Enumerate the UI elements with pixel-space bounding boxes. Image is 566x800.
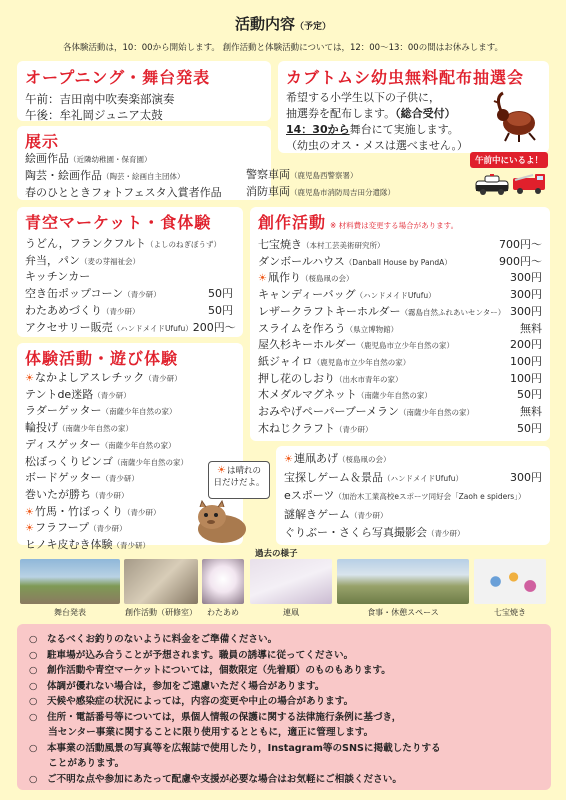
sun-icon: ☀ xyxy=(284,454,293,465)
item-note: （ハンドメイドUfufu） xyxy=(383,473,464,483)
list-item xyxy=(258,371,542,388)
sun-icon: ☀ xyxy=(25,373,34,384)
list-item xyxy=(25,320,235,337)
item-text: キャンディーバッグ xyxy=(258,288,356,302)
item-price: 300円 xyxy=(510,304,542,318)
item-text: 松ぼっくりビンゴ xyxy=(25,454,113,468)
item-price: 50円 xyxy=(208,287,233,301)
item-text: うどん，フランクフルト xyxy=(25,237,146,250)
photo-caption: 舞台発表 xyxy=(54,608,86,617)
craft-section xyxy=(250,207,550,441)
item-text: 輪投げ xyxy=(25,421,58,435)
beetle-line: 抽選券を配布します。（総合受付） xyxy=(286,107,456,120)
item-note: （桜島凧の会） xyxy=(300,274,354,284)
mascot-icon xyxy=(192,497,250,545)
notice-item: ○ 駐車場が込み合うことが予想されます。職員の誘導に従ってください。 xyxy=(29,649,354,661)
list-item xyxy=(258,304,542,321)
schedule-notice: 各体験活動は，10：00から開始します。 創作活動と体験活動については，12：00～13：00の間はお休みします。 xyxy=(62,43,504,53)
list-item xyxy=(284,487,542,506)
notices-section xyxy=(17,624,551,790)
item-note: （南薩少年自然の家） xyxy=(113,457,188,467)
item-text: キッチンカー xyxy=(25,270,91,284)
page-title-sub: （予定） xyxy=(295,22,332,32)
item-text: 押し花のしおり xyxy=(258,371,335,385)
list-item xyxy=(258,270,542,287)
item-note: （県立博物館） xyxy=(345,324,399,334)
item-note: （鹿児島市立少年自然の家） xyxy=(356,341,455,351)
item-note: （Danball House by PandA） xyxy=(344,257,452,267)
item-note: （青少研） xyxy=(93,390,131,400)
item-note: （青少研） xyxy=(427,529,465,538)
photo-caption: 創作活動（研修室） xyxy=(125,608,197,617)
item-text: おみやげペーパーブーメラン xyxy=(258,405,400,419)
item-note: （青少研） xyxy=(101,474,139,484)
list-item xyxy=(25,236,235,253)
photo-cotton-candy xyxy=(202,559,244,604)
list-item xyxy=(258,321,542,338)
item-text: 弁当，パン xyxy=(25,253,80,267)
item-price: 100円 xyxy=(510,371,542,385)
notice-item: ○ なるべくお釣りのないように料金をご準備ください。 xyxy=(29,634,278,645)
item-text: 七宝焼き xyxy=(258,238,302,251)
craft-header: 創作活動 ※ 材料費は変更する場合があります。 xyxy=(258,213,459,232)
item-price: 900円～ xyxy=(499,254,542,268)
item-text: スライムを作ろう xyxy=(258,321,346,335)
market-section xyxy=(17,207,243,337)
market-title: 青空マーケット・食体験 xyxy=(25,213,212,232)
item-price: 700円～ xyxy=(499,238,542,251)
photo-caption: 食事・休憩スペース xyxy=(367,608,439,617)
item-note: （青少研） xyxy=(112,541,150,551)
exhibit-item: 絵画作品（近隣幼稚園・保育園） 陶芸・絵画作品（陶芸・絵画自主団体） 春のひとときフォトフェスタ入賞者作品 xyxy=(25,152,222,199)
sunny-note-bubble xyxy=(208,461,270,499)
item-text: ダンボールハウス xyxy=(258,254,345,268)
vehicle-list: 警察車両（鹿児島西警察署） 消防車両（鹿児島市消防局吉田分遣隊） xyxy=(246,168,395,198)
item-text: ヒノキ皮むき体験 xyxy=(25,538,113,552)
list-item xyxy=(258,421,542,438)
item-price: 無料 xyxy=(520,405,542,419)
item-note: （南薩少年自然の家） xyxy=(58,424,133,434)
list-item xyxy=(258,354,542,371)
craft-note: ※ 材料費は変更する場合があります。 xyxy=(330,221,459,230)
list-item xyxy=(25,286,235,303)
beetle-line: 希望する小学生以下の子供に， xyxy=(286,91,440,104)
page-title-text: 活動内容 xyxy=(234,15,295,33)
photo-caption: 七宝焼き xyxy=(494,608,526,617)
item-price: 300円 xyxy=(510,271,542,285)
item-text: アクセサリー販売 xyxy=(25,320,113,334)
photo-caption: わたあめ xyxy=(207,608,239,617)
item-text: 宝探しゲーム＆景品 xyxy=(284,470,383,484)
exhibit-title: 展示 xyxy=(25,132,60,151)
notice-item: ○ 本事業の活動風景の写真等を広報誌で使用したり，Instagram等のSNSに掲載したりする xyxy=(29,742,441,754)
opening-title: オープニング・舞台発表 xyxy=(25,68,211,87)
list-item xyxy=(25,454,235,471)
list-item xyxy=(25,269,235,286)
opening-section xyxy=(17,61,271,121)
item-note: （南薩少年自然の家） xyxy=(100,440,176,450)
list-item xyxy=(25,303,235,320)
item-price: 50円 xyxy=(208,303,233,317)
page-title xyxy=(0,13,566,34)
item-text: ラダーゲッター xyxy=(25,404,102,418)
notice-item: ○ 住所・電話番号等については，県個人情報の保護に関する法律施行条例に基づき， xyxy=(29,711,402,723)
item-text: 凧作り xyxy=(267,271,301,285)
list-item xyxy=(25,253,235,270)
list-item xyxy=(258,254,542,271)
item-text: わたあめづくり xyxy=(25,303,102,317)
beetle-title: カブトムシ幼虫無料配布抽選会 xyxy=(286,68,525,87)
photo-craft xyxy=(124,559,198,604)
fire-truck-icon xyxy=(511,172,547,196)
item-note: （よしのねぎぼうず） xyxy=(146,240,221,249)
item-text: フラフープ xyxy=(34,521,90,535)
item-price: 50円 xyxy=(517,421,542,435)
list-item xyxy=(284,524,542,543)
item-price: 100円 xyxy=(510,354,542,368)
item-note: （青少研） xyxy=(350,510,388,520)
list-item xyxy=(258,237,542,254)
list-item xyxy=(25,470,235,487)
item-note: （桜島凧の会） xyxy=(337,455,391,464)
sun-icon: ☀ xyxy=(25,523,34,535)
list-item xyxy=(25,420,235,437)
item-text: ディスゲッター xyxy=(25,437,101,451)
list-item xyxy=(284,450,542,469)
item-text: 木ねじクラフト xyxy=(258,421,335,435)
item-text: 空き缶ポップコーン xyxy=(25,287,124,301)
list-item xyxy=(284,506,542,525)
opening-line: 午後：牟礼岡ジュニア太鼓 xyxy=(25,108,163,122)
item-note: （麦の芽福祉会） xyxy=(80,256,140,266)
sun-icon: ☀ xyxy=(258,273,267,285)
list-item xyxy=(284,469,542,488)
item-text: ボードゲッター xyxy=(25,471,102,485)
item-note: （青少研） xyxy=(122,507,161,517)
item-text: 屋久杉キーホルダー xyxy=(258,338,357,352)
item-price: 300円 xyxy=(510,470,542,484)
item-price: 50円 xyxy=(517,388,542,402)
item-text: 竹馬・竹ぽっくり xyxy=(34,504,123,518)
sunny-note-text: は晴れの日だけだよ。 xyxy=(213,466,265,488)
item-note: （青少研） xyxy=(144,374,182,383)
list-item xyxy=(258,337,542,354)
sun-icon: ☀ xyxy=(25,506,34,518)
notice-item: ○ ご不明な点や参加にあたって配慮や支援が必要な場合はお気軽にご相談ください。 xyxy=(29,773,402,785)
beetle-icon xyxy=(489,89,543,143)
item-note: （加治木工業高校eスポーツ同好会「Zaoh e spiders」） xyxy=(334,492,526,501)
item-note: （出水市青年の家） xyxy=(335,374,403,384)
morning-badge: 午前中にいるよ！ xyxy=(470,152,548,168)
item-note: （本村工芸美術研究所） xyxy=(302,241,385,250)
photo-cloisonne xyxy=(474,559,546,604)
notice-item: ○ 体調が優れない場合は，参加をご遠慮いただく場合があります。 xyxy=(29,680,325,692)
sun-icon: ☀ xyxy=(217,465,226,476)
item-price: 200円～ xyxy=(192,320,236,334)
item-price: 無料 xyxy=(520,321,542,335)
photo-stage xyxy=(20,559,120,604)
experience-title: 体験活動・遊び体験 xyxy=(25,349,179,368)
photo-rest-space xyxy=(337,559,469,604)
list-item xyxy=(25,403,235,420)
item-price: 300円 xyxy=(510,288,542,302)
item-note: （ハンドメイドUfufu） xyxy=(112,323,193,333)
item-text: 木メダルマグネット xyxy=(258,388,357,402)
item-text: 紙ジャイロ xyxy=(258,354,313,368)
list-item xyxy=(258,404,542,421)
list-item xyxy=(258,287,542,304)
item-text: eスポーツ xyxy=(284,489,335,502)
item-note: （青少研） xyxy=(102,306,140,316)
opening-line: 午前：吉田南中吹奏楽部演奏 xyxy=(25,92,175,106)
past-title: 過去の様子 xyxy=(255,549,298,559)
games-section xyxy=(276,446,550,545)
item-note: （青少研） xyxy=(91,490,129,500)
item-note: （青少研） xyxy=(89,524,127,534)
photo-kite xyxy=(250,559,332,604)
item-price: 200円 xyxy=(510,338,542,352)
photo-caption: 連凧 xyxy=(283,608,299,617)
item-note: （南薩少年自然の家） xyxy=(399,408,475,418)
item-text: ぐりぶー・さくら写真撮影会 xyxy=(284,526,427,539)
item-text: 謎解きゲーム xyxy=(284,507,350,521)
list-item xyxy=(25,437,235,454)
list-item xyxy=(25,370,235,387)
item-text: なかよしアスレチック xyxy=(34,371,145,384)
list-item xyxy=(25,387,235,404)
item-text: 巻いたが勝ち xyxy=(25,487,91,501)
item-note: （青少研） xyxy=(123,290,161,300)
item-note: （南薩少年自然の家） xyxy=(101,407,177,417)
item-text: テントde迷路 xyxy=(25,387,94,401)
beetle-line: （幼虫のオス・メスは選べません。） xyxy=(286,139,469,152)
item-note: （鹿児島市立少年自然の家） xyxy=(312,357,411,367)
notice-item: ○ 創作活動や青空マーケットについては，個数限定（先着順）のものもあります。 xyxy=(29,665,391,676)
item-note: （南薩少年自然の家） xyxy=(356,391,432,401)
notice-item: ことがあります。 xyxy=(29,758,125,769)
notice-item: ○ 天候や感染症の状況によっては，内容の変更や中止の場合があります。 xyxy=(29,696,354,707)
item-text: レザークラフトキーホルダー xyxy=(258,304,401,318)
item-note: （ハンドメイドUfufu） xyxy=(355,291,436,301)
item-note: （霧島自然ふれあいセンター） xyxy=(400,307,506,317)
beetle-section xyxy=(278,61,549,153)
notice-item: 当センター事業に関することに限り使用するとともに，適正に管理します。 xyxy=(29,727,374,738)
list-item xyxy=(258,387,542,404)
item-note: （青少研） xyxy=(335,424,373,434)
police-car-icon xyxy=(474,174,510,196)
item-text: 連凧あげ xyxy=(293,452,338,465)
beetle-line: 14：30から舞台にて実施します。 xyxy=(286,123,459,136)
